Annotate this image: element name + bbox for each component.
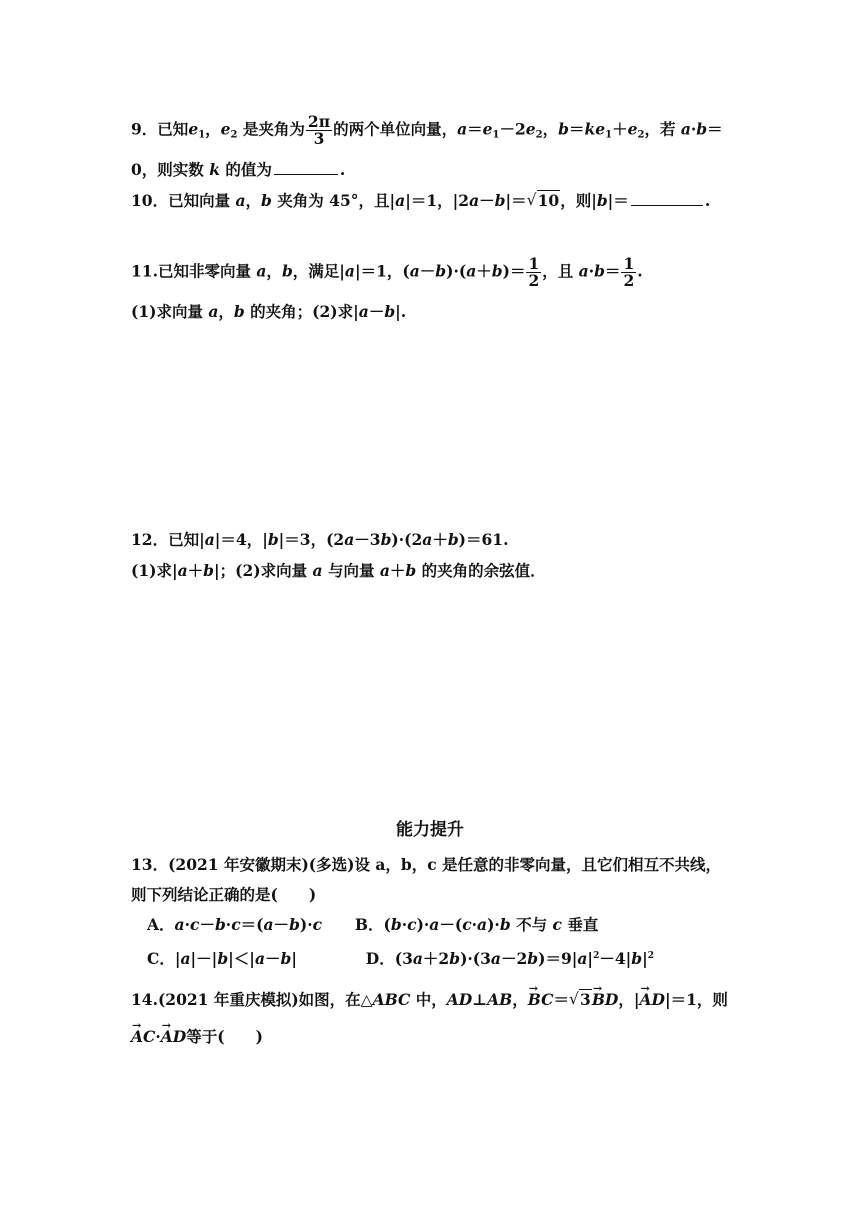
q13-options-cd [147,945,654,970]
q13-line2: 则下列结论正确的是( ) [131,885,317,904]
q12-line2: (1)求|a＋b|；(2)求向量 a 与向量 a＋b 的夹角的余弦值． [131,561,546,580]
q13-option-a[interactable]: A．a·c－b·c＝(a－b)·c [147,915,323,934]
q9-answer-blank[interactable] [274,160,338,175]
q12-line1: 12．已知|a|＝4，|b|＝3，(2a－3b)·(2a＋b)＝61. [131,530,509,549]
q13-option-d[interactable]: D．$(3a+2b)\cdot(3a-2b)=9|a|^2-4|b|^2$ [365,949,655,968]
q9-line1: 9．已知$e_1$，$e_2$ 是夹角为 $\frac{2\pi}{3}$ 的两个单位向量，$a=e_1-2e_2$，$b=ke_1+e_2$，若 a·b＝ [131,112,723,148]
q14-sqrt: √ 3 [569,989,592,1011]
q11-fraction-1: $\frac{1}{2}$ [528,254,540,290]
section-title: 能力提升 [396,820,464,840]
q9-line2: 0，则实数 k 的值为 . [131,160,346,179]
q13-option-c[interactable]: C．|a|－|b|＜|a－b| [147,949,297,968]
q13-options-ab [147,914,598,936]
q11-line1: 11.已知非零向量 a，b，满足|a|＝1，(a－b)·(a＋b)＝ $\frac{1}{2}$ ，且 a·b＝ $\frac{1}{2}$ . [131,254,643,290]
q13-option-b[interactable]: B．(b·c)·a－(c·a)·b 不与 c 垂直 [354,915,599,934]
q10-line: 10．已知向量 a，b 夹角为 45°，且|a|＝1，|2a－b|＝√ 10，则|b|＝ . [131,190,710,212]
q10-answer-blank[interactable] [631,191,703,206]
q9-fraction: $\frac{2\pi}{3}$ [307,112,331,148]
q10-sqrt: √ 10 [527,190,561,212]
q11-fraction-2: $\frac{1}{2}$ [623,254,635,290]
q14-line2: AC →·AD →等于( ) [131,1026,263,1048]
q14-line1: 14.(2021 年重庆模拟)如图，在△ABC 中，AD⊥AB，BC →＝√ 3BD →，|AD →|＝1，则 [131,989,728,1011]
q11-line2: (1)求向量 a，b 的夹角；(2)求|a－b|. [131,302,407,321]
q13-line1: 13．(2021 年安徽期末)(多选)设 a，b，c 是任意的非零向量，且它们相互不共线， [131,855,722,874]
